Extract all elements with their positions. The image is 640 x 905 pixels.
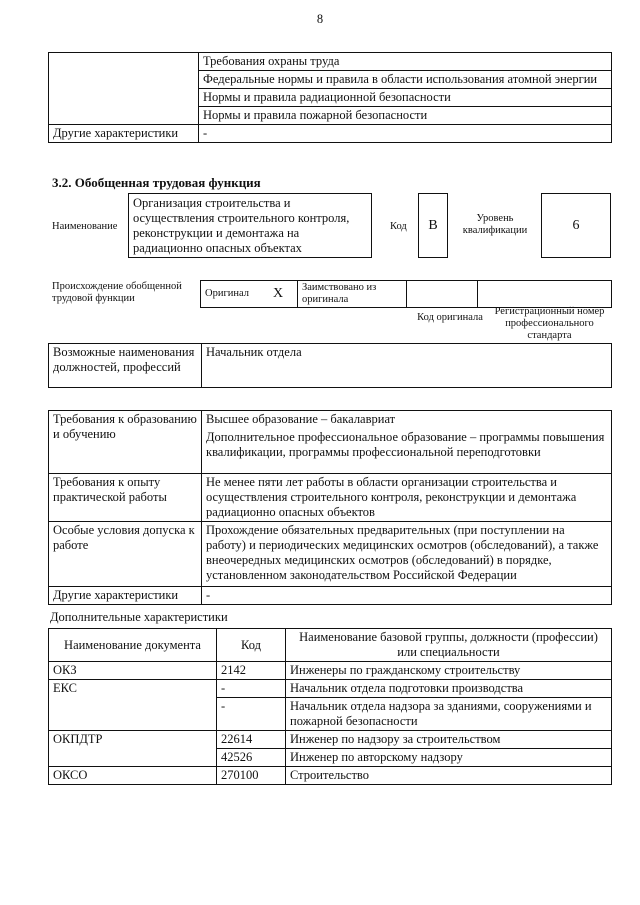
page-number: 8 [316,12,324,26]
norm-item: Нормы и правила радиационной безопасности [199,89,612,107]
qualification-level: 6 [541,193,611,258]
requirements-table [48,410,612,605]
doc-cell: ОКЗ [49,662,217,680]
name-label: Наименование [52,221,118,232]
other-value: - [199,125,612,143]
original-mark: X [269,281,298,308]
function-code: B [418,193,448,258]
header-name: Наименование базовой группы, должности (профессии) или специальности [286,629,612,662]
requirement-value [202,411,612,474]
registration-number-cell [478,281,612,308]
requirement-line: Высшее образование – бакалавриат [206,412,396,426]
additional-title: Дополнительные характеристики [50,610,228,624]
code-cell: 42526 [217,749,286,767]
name-cell: Инженеры по гражданскому строительству [286,662,612,680]
level-label: Уровень квалификации [462,213,528,236]
requirement-value: Прохождение обязательных предварительных (при поступлении на работу) и периодических медицинских осмотров (обследований), а также внеочередных медицинских осмотров (обследований) в порядке, установленном законодательством Российской Федерации [202,522,612,587]
name-cell: Инженер по надзору за строительством [286,731,612,749]
positions-value: Начальник отдела [202,344,612,388]
other-label: Другие характеристики [49,125,199,143]
empty-cell [49,53,199,125]
original-code-cell [407,281,478,308]
code-label: Код [390,221,407,232]
code-cell: 2142 [217,662,286,680]
requirement-label: Особые условия допуска к работе [49,522,202,587]
name-cell: Строительство [286,767,612,785]
name-cell: Инженер по авторскому надзору [286,749,612,767]
doc-cell: ОКСО [49,767,217,785]
reg-caption: Регистрационный номер профессионального стандарта [494,306,605,341]
requirement-line: Дополнительное профессиональное образование – программы повышения квалификации, программы профессиональной переподготовки [206,430,605,459]
requirement-label: Требования к опыту практической работы [49,474,202,522]
top-requirements-table [48,52,612,143]
function-name: Организация строительства и осуществления строительного контроля, реконструкции и демонтажа на радиационно опасных объектах [128,193,372,258]
section-title: 3.2. Обобщенная трудовая функция [52,175,261,190]
requirement-label: Требования к образованию и обучению [49,411,202,474]
name-cell: Начальник отдела подготовки производства [286,680,612,698]
header-code: Код [217,629,286,662]
doc-cell: ЕКС [49,680,217,731]
norm-item: Требования охраны труда [199,53,612,71]
norm-item: Федеральные нормы и правила в области использования атомной энергии [199,71,612,89]
borrowed-label: Заимствовано из оригинала [298,281,407,308]
origin-table [200,280,612,308]
requirement-value: Не менее пяти лет работы в области организации строительства и осуществления строительного контроля, реконструкции и демонтажа радиационно опасных объектов [202,474,612,522]
positions-table [48,343,612,388]
code-cell: - [217,698,286,731]
code-cell: 270100 [217,767,286,785]
origin-label: Происхождение обобщенной трудовой функции [52,281,182,304]
positions-label: Возможные наименования должностей, профессий [49,344,202,388]
requirement-value: - [202,587,612,605]
code-cell: - [217,680,286,698]
doc-cell: ОКПДТР [49,731,217,767]
header-document: Наименование документа [49,629,217,662]
code-caption: Код оригинала [417,312,483,323]
code-cell: 22614 [217,731,286,749]
norm-item: Нормы и правила пожарной безопасности [199,107,612,125]
requirement-label: Другие характеристики [49,587,202,605]
name-cell: Начальник отдела надзора за зданиями, сооружениями и пожарной безопасности [286,698,612,731]
original-label: Оригинал [201,281,270,308]
additional-table [48,628,612,785]
